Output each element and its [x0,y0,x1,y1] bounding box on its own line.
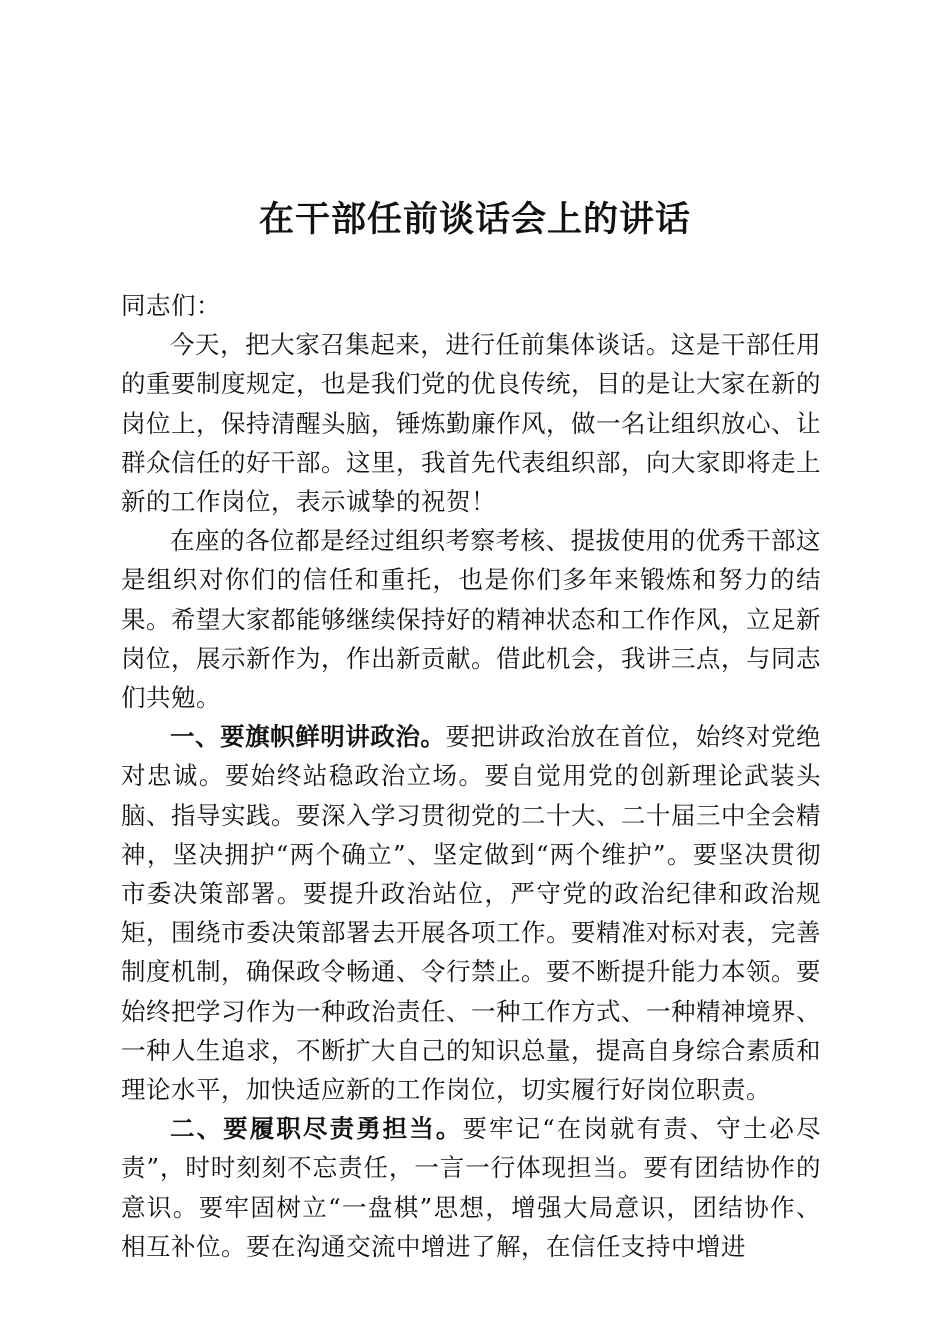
section-heading: 一、要旗帜鲜明讲政治。 [170,722,446,752]
paragraph-text: 要牢记“在岗就有责、守土必尽责”，时时刻刻不忘责任，一言一行体现担当。要有团结协作的意识。要牢固树立“一盘棋”思想，增强大局意识，团结协作、相互补位。要在沟通交流中增进了解，在信任支持中增进 [121,1114,821,1261]
salutation: 同志们： [121,291,221,320]
paragraph-text: 在座的各位都是经过组织考察考核、提拔使用的优秀干部这是组织对你们的信任和重托，也是你们多年来锻炼和努力的结果。希望大家都能够继续保持好的精神状态和工作作风，立足新岗位，展示新作为，作出新贡献。借此机会，我讲三点，与同志们共勉。 [121,526,821,713]
document-title: 在干部任前谈话会上的讲话 [258,199,691,240]
paragraph-point-one [121,717,821,1109]
paragraph-point-two [121,1109,821,1266]
section-heading: 二、要履职尽责勇担当。 [170,1114,463,1144]
paragraph-text: 今天，把大家召集起来，进行任前集体谈话。这是干部任用的重要制度规定，也是我们党的优良传统，目的是让大家在新的岗位上，保持清醒头脑，锤炼勤廉作风，做一名让组织放心、让群众信任的好干部。这里，我首先代表组织部，向大家即将走上新的工作岗位，表示诚挚的祝贺！ [121,330,821,517]
paragraph-text: 要把讲政治放在首位，始终对党绝对忠诚。要始终站稳政治立场。要自觉用党的创新理论武装头脑、指导实践。要深入学习贯彻党的二十大、二十届三中全会精神，坚决拥护“两个确立”、坚定做到“两个维护”。要坚决贯彻市委决策部署。要提升政治站位，严守党的政治纪律和政治规矩，围绕市委决策部署去开展各项工作。要精准对标对表，完善制度机制，确保政令畅通、令行禁止。要不断提升能力本领。要始终把学习作为一种政治责任、一种工作方式、一种精神境界、一种人生追求，不断扩大自己的知识总量，提高自身综合素质和理论水平，加快适应新的工作岗位，切实履行好岗位职责。 [121,722,822,1105]
paragraph-intro [121,521,821,717]
document-body [121,286,821,1266]
paragraph-opening [121,325,821,521]
